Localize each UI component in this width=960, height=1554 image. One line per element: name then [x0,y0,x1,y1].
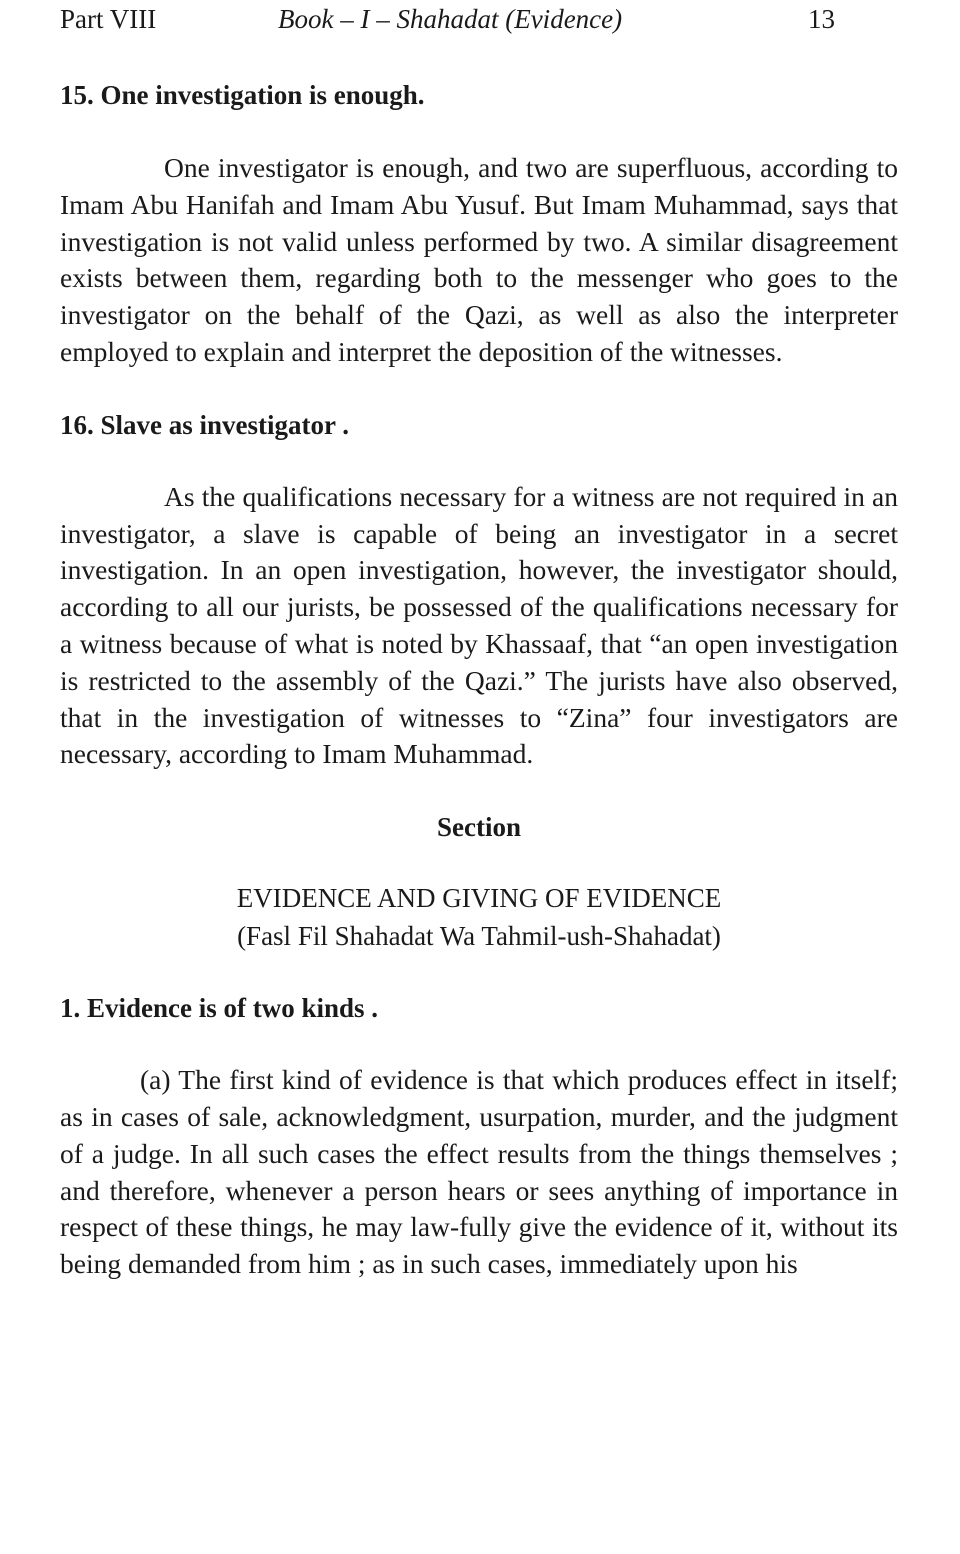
paragraph-1a: (a) The first kind of evidence is that which produces effect in itself; as in cases of sale, acknowledgment, usurpation, murder, and the judgment of a judge. In all such cases the effect results from the things themselves ; and therefore, whenever a person hears or sees anything of importance in respect of these things, he may law-fully give the evidence of it, without its being demanded from him ; as in such cases, immediately upon his [60,1064,898,1280]
section-title: EVIDENCE AND GIVING OF EVIDENCE [236,883,722,914]
document-page [60,0,898,1283]
page-number: 13 [808,4,835,34]
section-subtitle: (Fasl Fil Shahadat Wa Tahmil-ush-Shahadat) [237,921,721,952]
paragraph-16: As the qualifications necessary for a witness are not required in an investigator, a slave is capable of being an investigator in a secret investigation. In an open investigation, however, the investigator should, according to all our jurists, be possessed of the qualifications necessary for a witness because of what is noted by Khassaaf, that “an open investigation is restricted to the assembly of the Qazi.” The jurists have also observed, that in the investigation of witnesses to “Zina” four investigators are necessary, according to Imam Muhammad. [60,480,898,770]
paragraph-15: One investigator is enough, and two are superfluous, according to Imam Abu Hanifah and Imam Abu Yusuf. But Imam Muhammad, says that investigation is not valid unless performed by two. A similar disagreement exists between them, regarding both to the messenger who goes to the investigator on the behalf of the Qazi, as well as also the interpreter employed to explain and interpret the deposition of the witnesses. [60,152,898,367]
heading-1: 1. Evidence is of two kinds . [60,993,379,1024]
book-title: Book – I – Shahadat (Evidence) [278,4,623,34]
running-header [60,0,898,46]
heading-16: 16. Slave as investigator . [60,409,349,440]
section-label: Section [437,812,521,843]
heading-15: 15. One investigation is enough. [60,80,425,110]
part-label: Part VIII [60,4,157,34]
